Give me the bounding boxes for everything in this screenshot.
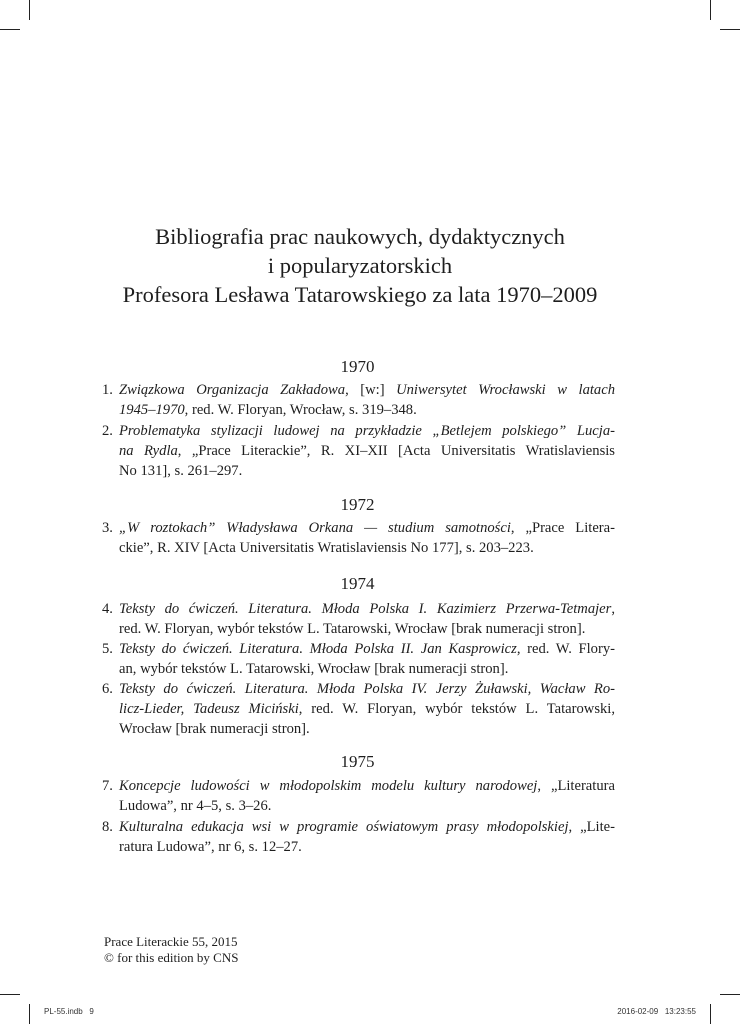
entry-line [119, 461, 615, 481]
entry-number: 7. [102, 778, 113, 794]
bibliography-entry [102, 421, 615, 482]
entry-title-text: Teksty do ćwiczeń. Literatura. Młoda Polska I. Kazimierz Przerwa-Tetmajer [119, 601, 612, 617]
entry-text: No 131], s. 261–297. [119, 463, 243, 480]
entry-number: 8. [102, 819, 113, 835]
entry-line [119, 796, 615, 816]
entry-line [119, 400, 615, 420]
entry-title-text: „W roztokach” Władysława Orkana — studium samotności [119, 520, 511, 536]
entry-text: , red. W. Flory- [516, 641, 615, 657]
entry-line [119, 619, 615, 639]
entry-title-text: Problematyka stylizacji ludowej na przykładzie „Betlejem polskiego” Lucja- [119, 423, 615, 439]
entry-text: ckie”, R. XIV [Acta Universitatis Wratislaviensis No 177], s. 203–223. [119, 540, 534, 557]
entry-line [119, 538, 615, 558]
bibliography-entry [102, 817, 615, 857]
title-line: Bibliografia prac naukowych, dydaktycznych [155, 224, 565, 249]
year-heading: 1975 [340, 752, 375, 771]
crop-mark [29, 0, 30, 20]
journal-citation: Prace Literackie 55, 2015 [104, 934, 238, 949]
bibliography-entry [102, 679, 615, 740]
entry-title-text: Związkowa Organizacja Zakładowa [119, 382, 346, 398]
bibliography-entry [102, 518, 615, 558]
crop-mark [720, 29, 740, 30]
entry-line [119, 380, 615, 400]
crop-mark [0, 994, 20, 995]
bibliography-entry [102, 599, 615, 639]
footer [104, 934, 238, 966]
printer-slug-file: PL-55.indb 9 [44, 1007, 94, 1016]
entry-text: , [w:] [345, 382, 397, 398]
bibliography-entry [102, 776, 615, 816]
crop-mark [710, 0, 711, 20]
entry-text: ratura Ludowa”, nr 6, s. 12–27. [119, 839, 302, 856]
page-title [100, 222, 620, 309]
entry-text: an, wybór tekstów L. Tatarowski, Wrocław [brak numeracji stron]. [119, 661, 509, 678]
crop-mark [29, 1004, 30, 1024]
bibliography-entry [102, 380, 615, 420]
entry-title-text: Teksty do ćwiczeń. Literatura. Młoda Polska IV. Jerzy Żuławski, Wacław Ro- [119, 681, 615, 697]
entry-text: Wrocław [brak numeracji stron]. [119, 721, 310, 738]
entry-text: , „Lite- [568, 819, 615, 835]
entry-text: , „Literatura [537, 778, 615, 794]
entry-title-text: Kulturalna edukacja wsi w programie oświatowym prasy młodopolskiej [119, 819, 569, 835]
entry-line [119, 639, 615, 659]
entry-title-text: Teksty do ćwiczeń. Literatura. Młoda Polska II. Jan Kasprowicz [119, 641, 517, 657]
printer-slug-timestamp: 2016-02-09 13:23:55 [617, 1007, 696, 1016]
entry-line [119, 699, 615, 719]
entry-text: red. W. Floryan, wybór tekstów L. Tatarowski, Wrocław [brak numeracji stron]. [119, 621, 586, 638]
entry-title-text: Uniwersytet Wrocławski w latach [396, 382, 615, 398]
crop-mark [710, 1004, 711, 1024]
entry-title-text: 1945–1970 [119, 402, 185, 419]
bibliography-entry [102, 639, 615, 679]
entry-line [119, 837, 615, 857]
entry-line [119, 817, 615, 837]
year-heading: 1974 [340, 574, 375, 593]
entry-number: 3. [102, 520, 113, 536]
entry-line [119, 441, 615, 461]
entry-number: 1. [102, 382, 113, 398]
crop-mark [0, 29, 20, 30]
year-heading: 1970 [340, 357, 375, 376]
entry-line [119, 421, 615, 441]
crop-mark [720, 994, 740, 995]
entry-number: 2. [102, 423, 113, 439]
entry-line [119, 679, 615, 699]
title-line: i popularyzatorskich [267, 253, 453, 278]
copyright-notice: © for this edition by CNS [104, 950, 239, 965]
entry-text: , „Prace Litera- [510, 520, 615, 536]
entry-text: , red. W. Floryan, Wrocław, s. 319–348. [184, 402, 417, 419]
entry-number: 5. [102, 641, 113, 657]
entry-number: 4. [102, 601, 113, 617]
entry-line [119, 599, 615, 619]
entry-title-text: Koncepcje ludowości w młodopolskim modelu kultury narodowej [119, 778, 538, 794]
entry-line [119, 659, 615, 679]
entry-title-text: licz-Lieder, Tadeusz Miciński [119, 701, 299, 718]
title-line: Profesora Lesława Tatarowskiego za lata 1970–2009 [122, 282, 598, 307]
entry-title-text: na Rydla [119, 443, 178, 460]
entry-text: Ludowa”, nr 4–5, s. 3–26. [119, 798, 272, 815]
year-heading: 1972 [340, 495, 375, 514]
entry-text: , „Prace Literackie”, R. XI–XII [Acta Universitatis Wratislaviensis [177, 443, 615, 460]
entry-line [119, 518, 615, 538]
entry-line [119, 719, 615, 739]
entry-number: 6. [102, 681, 113, 697]
entry-line [119, 776, 615, 796]
entry-text: , [611, 601, 615, 617]
entry-text: , red. W. Floryan, wybór tekstów L. Tatarowski, [298, 701, 616, 718]
